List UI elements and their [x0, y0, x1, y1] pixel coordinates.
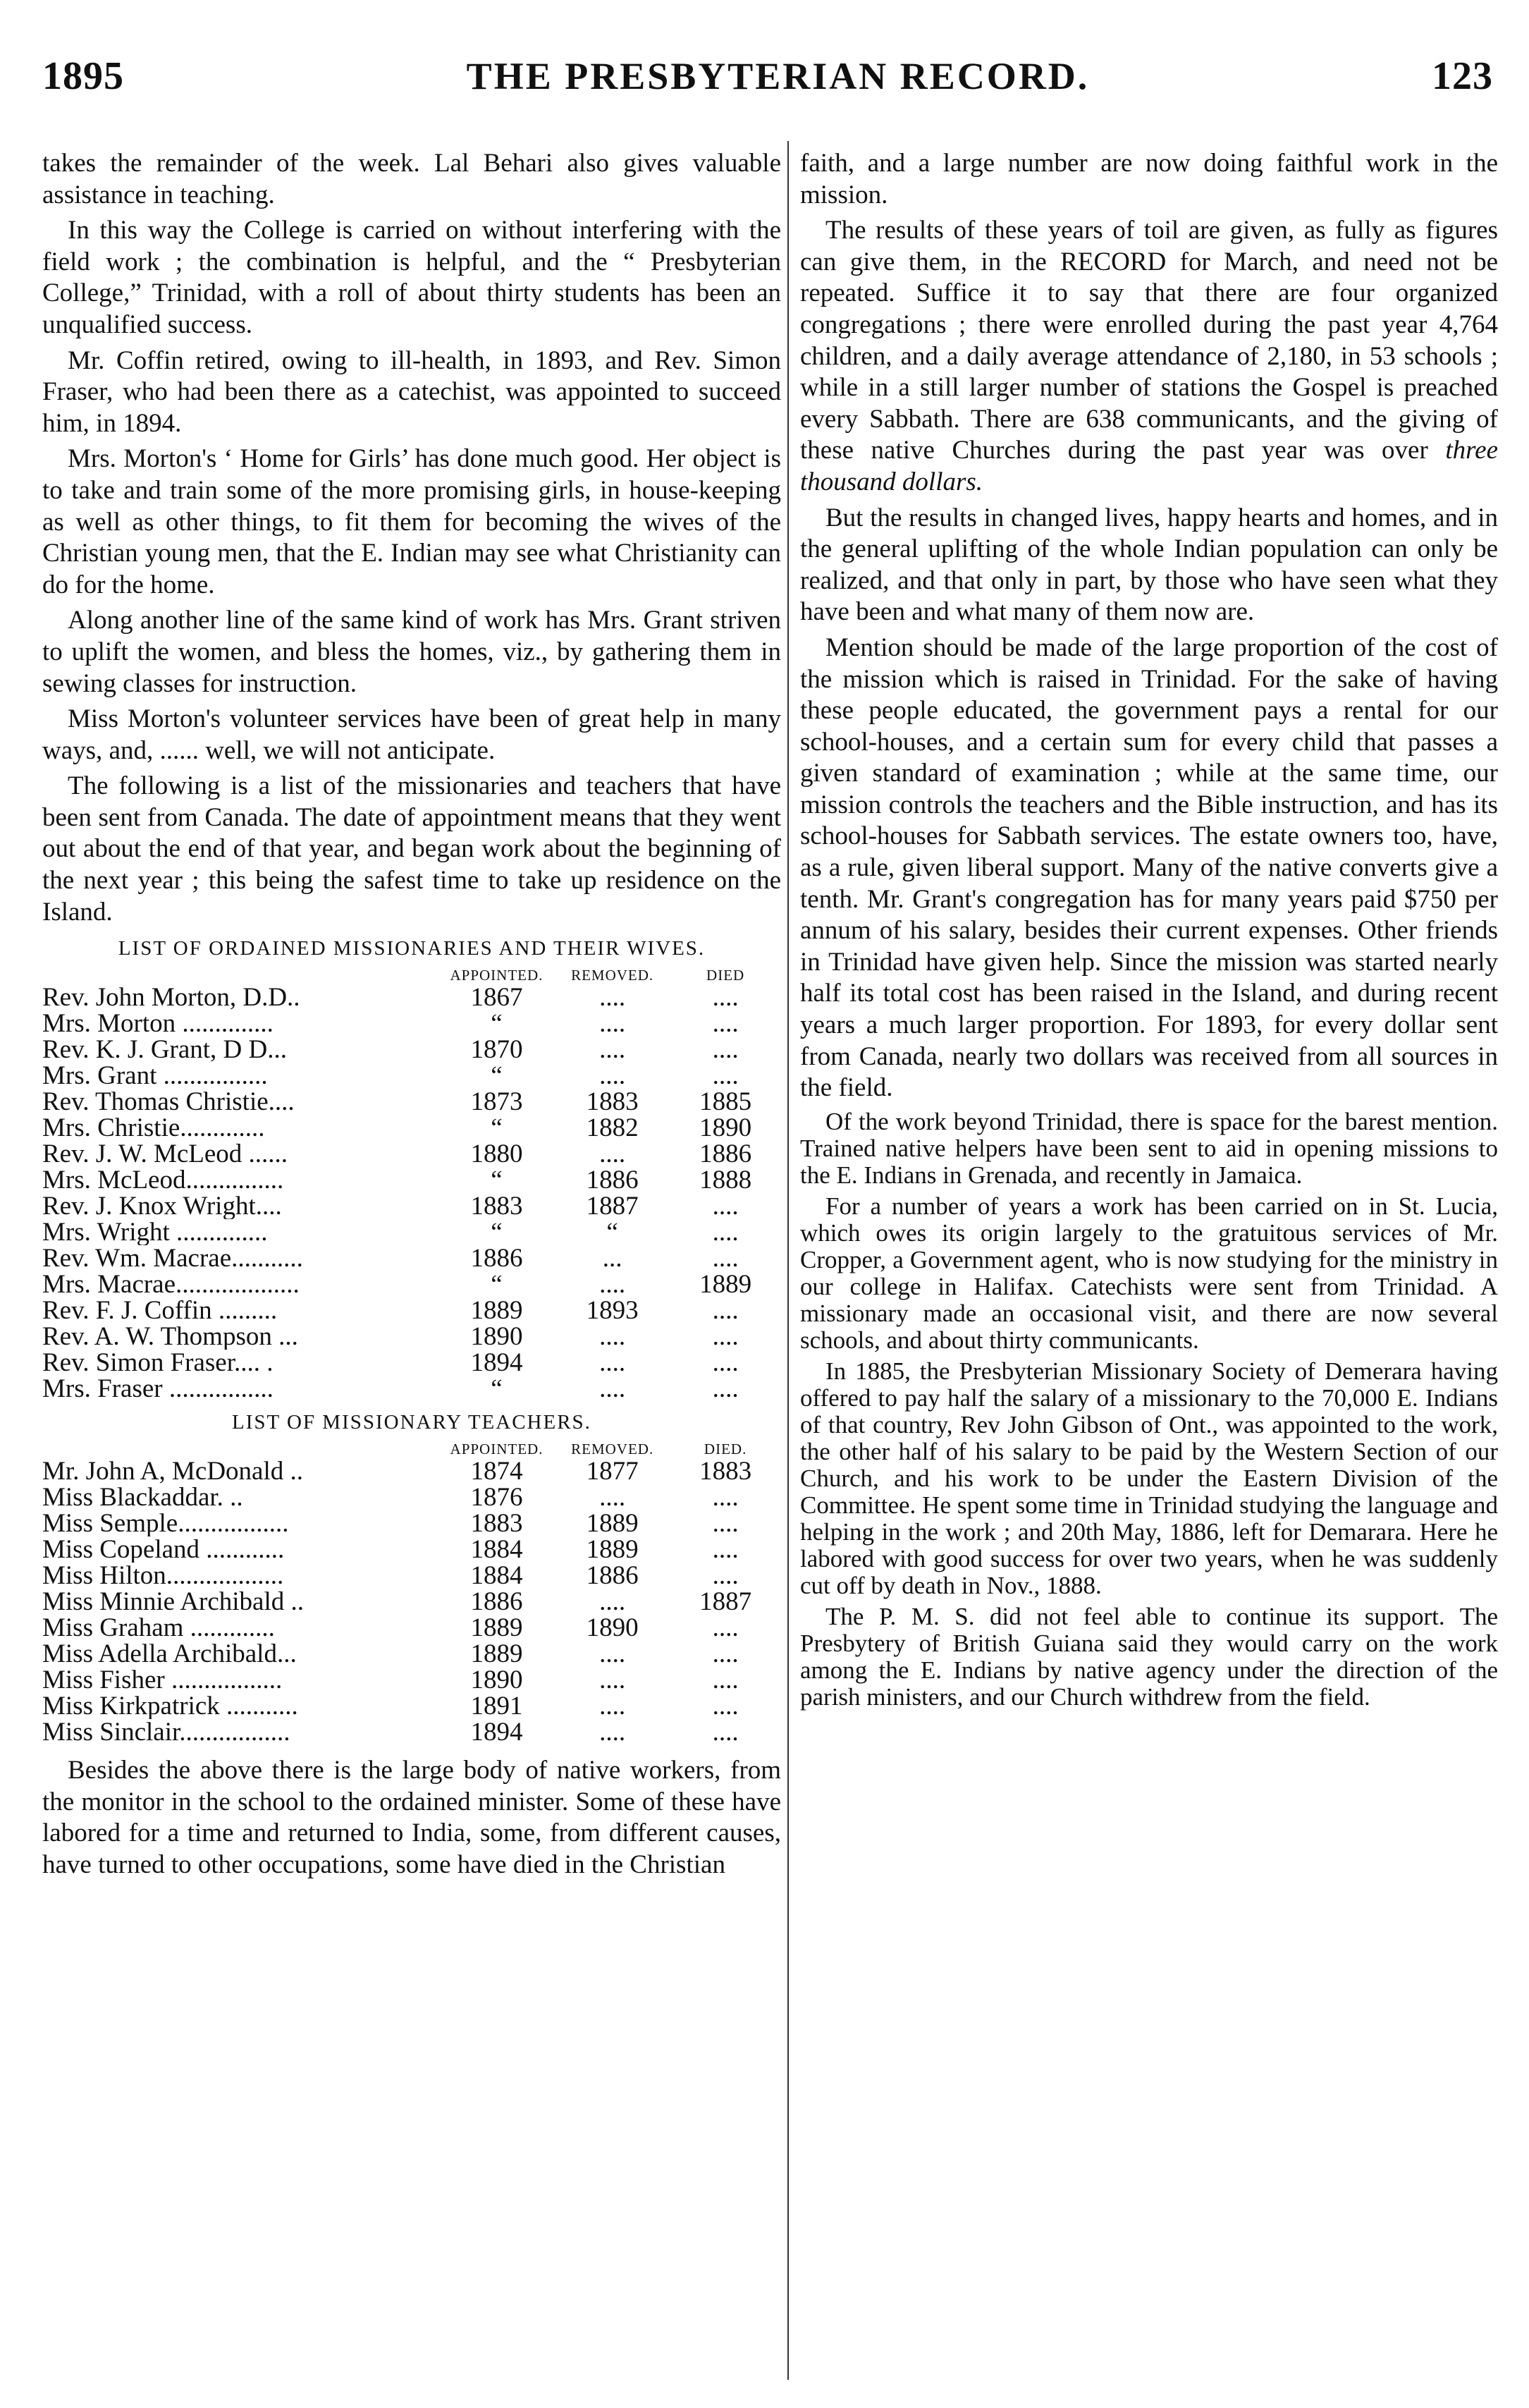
- name-cell: Mrs. McLeod...............: [42, 1167, 284, 1194]
- name-cell: Miss Minnie Archibald ..: [42, 1589, 305, 1615]
- removed-cell: ....: [599, 1035, 626, 1065]
- died-cell: ....: [712, 1009, 739, 1039]
- name-cell: Mrs. Macrae...................: [42, 1271, 300, 1298]
- died-cell: ....: [712, 1613, 739, 1643]
- appointed-cell: 1890: [470, 1666, 523, 1695]
- header-page-number: 123: [1431, 54, 1493, 98]
- paragraph: faith, and a large number are now doing faithful work in the mission.: [800, 149, 1498, 209]
- left-column: [42, 148, 781, 1886]
- table-row: [42, 1484, 781, 1510]
- name-cell: Rev. Simon Fraser.... .: [42, 1350, 274, 1376]
- removed-cell: ....: [599, 1692, 626, 1721]
- died-cell: 1888: [699, 1166, 752, 1195]
- removed-cell: ....: [599, 1587, 626, 1617]
- appointed-cell: 1886: [470, 1587, 523, 1617]
- name-cell: Miss Blackaddar. ..: [42, 1484, 243, 1511]
- paragraph: Mr. Coffin retired, owing to ill-health, in 1893, and Rev. Simon Fraser, who had been there as a catechist, was appointed to succeed him, in 1894.: [42, 346, 781, 438]
- appointed-cell: “: [491, 1270, 503, 1300]
- appointed-cell: 1894: [470, 1348, 523, 1378]
- table-row: [42, 1193, 781, 1219]
- table-row: [42, 1167, 781, 1193]
- table-row: [42, 984, 781, 1010]
- name-cell: Miss Adella Archibald...: [42, 1641, 297, 1668]
- removed-cell: 1886: [586, 1166, 639, 1195]
- column-divider: [787, 141, 789, 2380]
- died-cell: ....: [712, 1483, 739, 1512]
- removed-cell: 1882: [586, 1113, 639, 1143]
- name-cell: Miss Semple.................: [42, 1510, 289, 1537]
- paragraph: Along another line of the same kind of work has Mrs. Grant striven to uplift the women, and bless the homes, viz., by gathering them in sewing classes for instruction.: [42, 606, 781, 698]
- died-cell: 1890: [699, 1113, 752, 1143]
- name-cell: Rev. Thomas Christie....: [42, 1089, 295, 1116]
- removed-cell: ....: [599, 1270, 626, 1300]
- name-cell: Miss Fisher .................: [42, 1667, 283, 1694]
- name-cell: Rev. John Morton, D.D..: [42, 984, 300, 1011]
- table-row: [42, 1010, 781, 1037]
- name-cell: Mr. John A, McDonald ..: [42, 1458, 303, 1485]
- table-row: [42, 1089, 781, 1115]
- died-cell: 1886: [699, 1139, 752, 1169]
- removed-cell: 1893: [586, 1296, 639, 1326]
- table-row: [42, 1037, 781, 1063]
- died-cell: ....: [712, 1374, 739, 1404]
- appointed-cell: 1890: [470, 1322, 523, 1352]
- appointed-cell: 1883: [470, 1509, 523, 1539]
- appointed-cell: 1894: [470, 1718, 523, 1747]
- name-cell: Miss Graham .............: [42, 1615, 275, 1642]
- removed-cell: ....: [599, 983, 626, 1013]
- appointed-cell: 1874: [470, 1457, 523, 1486]
- name-cell: Rev. Wm. Macrae...........: [42, 1245, 303, 1272]
- removed-cell: ....: [599, 1639, 626, 1669]
- column-header-blank: [42, 1440, 438, 1458]
- appointed-cell: 1884: [470, 1535, 523, 1565]
- died-cell: ....: [712, 1035, 739, 1065]
- appointed-cell: “: [491, 1374, 503, 1404]
- died-cell: ....: [712, 1218, 739, 1247]
- table-row: [42, 1667, 781, 1693]
- appointed-cell: “: [491, 1061, 503, 1091]
- name-cell: Mrs. Morton ..............: [42, 1010, 274, 1037]
- small-print-section: [800, 1108, 1498, 1711]
- appointed-cell: “: [491, 1113, 503, 1143]
- name-cell: Mrs. Grant ................: [42, 1063, 268, 1089]
- table-row: [42, 1297, 781, 1324]
- died-cell: ....: [712, 1296, 739, 1326]
- removed-cell: 1889: [586, 1509, 639, 1539]
- paragraph: Miss Morton's volunteer services have been of great help in many ways, and, ...... well, we will not anticipate.: [42, 704, 781, 765]
- column-header-removed: REMOVED.: [571, 1441, 654, 1458]
- paragraph: For a number of years a work has been carried on in St. Lucia, which owes its origin largely to the gratuitous services of Mr. Cropper, a Government agent, who is now studying for the ministry in our college in Halifax. Catechists were sent from Trinidad. A missionary made an occasional visit, and there are now several schools, and about thirty communicants.: [800, 1192, 1498, 1354]
- table-row: [42, 1141, 781, 1167]
- table-row: [42, 1536, 781, 1563]
- table-row: [42, 1693, 781, 1719]
- appointed-cell: 1889: [470, 1613, 523, 1643]
- name-cell: Miss Kirkpatrick ...........: [42, 1693, 298, 1720]
- table-row: [42, 1615, 781, 1641]
- paragraph: Of the work beyond Trinidad, there is space for the barest mention. Trained native helpers have been sent to aid in opening missions to the E. Indians in Grenada, and recently in Jamaica.: [800, 1107, 1498, 1189]
- appointed-cell: 1889: [470, 1639, 523, 1669]
- removed-cell: ....: [599, 1718, 626, 1747]
- appointed-cell: 1884: [470, 1561, 523, 1591]
- teacher-list-heading: LIST OF MISSIONARY TEACHERS.: [232, 1411, 591, 1434]
- appointed-cell: “: [491, 1218, 503, 1247]
- paragraph: The P. M. S. did not feel able to continue its support. The Presbytery of British Guiana said they would carry on the work among the E. Indians by native agency under the direction of the parish ministers, and our Church withdrew from the field.: [800, 1602, 1498, 1711]
- removed-cell: 1886: [586, 1561, 639, 1591]
- died-cell: ....: [712, 1692, 739, 1721]
- removed-cell: 1889: [586, 1535, 639, 1565]
- name-cell: Rev. J. W. McLeod ......: [42, 1141, 288, 1168]
- right-column: [800, 148, 1498, 1715]
- paragraph: takes the remainder of the week. Lal Behari also gives valuable assistance in teaching.: [42, 149, 781, 209]
- table-row: [42, 1641, 781, 1667]
- appointed-cell: 1886: [470, 1244, 523, 1273]
- name-cell: Mrs. Christie.............: [42, 1115, 265, 1142]
- died-cell: ....: [712, 1561, 739, 1591]
- appointed-cell: 1876: [470, 1483, 523, 1512]
- died-cell: ....: [712, 1718, 739, 1747]
- removed-cell: 1887: [586, 1192, 639, 1221]
- died-cell: ....: [712, 1192, 739, 1221]
- column-header-died: DIED: [706, 967, 745, 984]
- removed-cell: ....: [599, 1666, 626, 1695]
- ordained-missionaries-table: [42, 966, 781, 1402]
- table-row: [42, 1245, 781, 1271]
- appointed-cell: 1867: [470, 983, 523, 1013]
- header-year: 1895: [42, 54, 124, 98]
- column-header-appointed: APPOINTED.: [450, 1441, 544, 1458]
- died-cell: ....: [712, 1244, 739, 1273]
- table-row: [42, 1563, 781, 1589]
- removed-cell: 1877: [586, 1457, 639, 1486]
- died-cell: ....: [712, 1061, 739, 1091]
- paragraph: Mention should be made of the large proportion of the cost of the mission which is raised in Trinidad. For the sake of having these people educated, the government pays a rental for our school-houses, and a certain sum for every child that passes a given standard of examination ; while at the same time, our mission controls the teachers and the Bible instruction, and has its school-houses for Sabbath services. The estate owners too, have, as a rule, given liberal support. Many of the native converts give a tenth. Mr. Grant's congregation has for many years paid $750 per annum of his salary, besides their current expenses. Other friends in Trinidad have given help. Since the mission was started nearly half its total cost has been raised in the Island, and during recent years a much larger proportion. For 1893, for every dollar sent from Canada, nearly two dollars was received from all sources in the field.: [800, 632, 1498, 1103]
- died-cell: ....: [712, 1348, 739, 1378]
- died-cell: ....: [712, 1509, 739, 1539]
- table-row: [42, 1324, 781, 1350]
- paragraph: In this way the College is carried on without interfering with the field work ; the combination is helpful, and the “ Presbyterian College,” Trinidad, with a roll of about thirty students has been an unqualified success.: [42, 216, 781, 339]
- column-header-removed: REMOVED.: [571, 967, 654, 984]
- removed-cell: ....: [599, 1322, 626, 1352]
- appointed-cell: 1883: [470, 1192, 523, 1221]
- name-cell: Rev. K. J. Grant, D D...: [42, 1037, 288, 1063]
- table-row: [42, 1589, 781, 1615]
- removed-cell: ....: [599, 1483, 626, 1512]
- table-row: [42, 1115, 781, 1141]
- paragraph: But the results in changed lives, happy hearts and homes, and in the general uplifting of the whole Indian population can only be realized, and that only in part, by those who have seen what they have been and what many of them now are.: [800, 503, 1498, 627]
- removed-cell: ....: [599, 1374, 626, 1404]
- removed-cell: “: [606, 1218, 618, 1247]
- died-cell: ....: [712, 1666, 739, 1695]
- name-cell: Miss Copeland ............: [42, 1536, 285, 1563]
- column-header-appointed: APPOINTED.: [450, 967, 544, 984]
- removed-cell: ....: [599, 1348, 626, 1378]
- name-cell: Rev. A. W. Thompson ...: [42, 1324, 298, 1350]
- died-cell: 1887: [699, 1587, 752, 1617]
- died-cell: ....: [712, 983, 739, 1013]
- header-title: THE PRESBYTERIAN RECORD.: [466, 55, 1090, 97]
- page-header: [42, 48, 1493, 104]
- name-cell: Miss Sinclair.................: [42, 1719, 290, 1746]
- removed-cell: ....: [599, 1009, 626, 1039]
- table-row: [42, 1063, 781, 1089]
- died-cell: ....: [712, 1322, 739, 1352]
- paragraph: [800, 215, 1498, 498]
- appointed-cell: “: [491, 1009, 503, 1039]
- removed-cell: ....: [599, 1139, 626, 1169]
- name-cell: Rev. J. Knox Wright....: [42, 1193, 282, 1220]
- appointed-cell: “: [491, 1166, 503, 1195]
- table-row: [42, 1350, 781, 1376]
- appointed-cell: 1870: [470, 1035, 523, 1065]
- appointed-cell: 1891: [470, 1692, 523, 1721]
- name-cell: Mrs. Wright ..............: [42, 1219, 268, 1246]
- name-cell: Miss Hilton..................: [42, 1563, 284, 1589]
- paragraph: Mrs. Morton's ‘ Home for Girls’ has done much good. Her object is to take and train some of the more promising girls, in house-keeping as well as other things, to fit them for becoming the wives of the Christian young men, that the E. Indian may see what Christianity can do for the home.: [42, 444, 781, 599]
- name-cell: Rev. F. J. Coffin .........: [42, 1297, 278, 1324]
- table-row: [42, 1376, 781, 1402]
- table-row: [42, 1219, 781, 1245]
- name-cell: Mrs. Fraser ................: [42, 1376, 274, 1402]
- appointed-cell: 1880: [470, 1139, 523, 1169]
- paragraph: Besides the above there is the large body of native workers, from the monitor in the school to the ordained minister. Some of these have labored for a time and returned to India, some, from different causes, have turned to other occupations, some have died in the Christian: [42, 1756, 781, 1880]
- paragraph: In 1885, the Presbyterian Missionary Society of Demerara having offered to pay half the salary of a missionary to the 70,000 E. Indians of that country, Rev John Gibson of Ont., was appointed to the work, the other half of his salary to be paid by the Western Section of our Church, and his work to be under the Eastern Division of the Committee. He spent some time in Trinidad studying the language and helping in the work ; and 20th May, 1886, left for Demarara. Here he labored with good success for over two years, when he was suddenly cut off by death in Nov., 1888.: [800, 1357, 1498, 1599]
- died-cell: 1885: [699, 1087, 752, 1117]
- table-row: [42, 1719, 781, 1745]
- column-header-blank: [42, 966, 438, 984]
- died-cell: ....: [712, 1639, 739, 1669]
- died-cell: 1889: [699, 1270, 752, 1300]
- column-header-died: DIED.: [704, 1441, 747, 1458]
- ordained-list-heading: LIST OF ORDAINED MISSIONARIES AND THEIR WIVES.: [118, 937, 706, 960]
- table-row: [42, 1458, 781, 1484]
- removed-cell: 1890: [586, 1613, 639, 1643]
- removed-cell: 1883: [586, 1087, 639, 1117]
- emphasis-text: three thousand dollars.: [800, 436, 1499, 496]
- paragraph-text: The results of these years of toil are given, as fully as figures can give them, in the RECORD for March, and need not be repeated. Suffice it to say that there are four organized congregations ; there were enrolled during the past year 4,764 children, and a daily average attendance of 2,180, in 53 schools ; while in a still larger number of stations the Gospel is preached every Sabbath. There are 638 communicants, and the giving of these native Churches during the past year was over: [800, 216, 1498, 465]
- died-cell: ....: [712, 1535, 739, 1565]
- appointed-cell: 1873: [470, 1087, 523, 1117]
- missionary-teachers-table: [42, 1440, 781, 1745]
- appointed-cell: 1889: [470, 1296, 523, 1326]
- table-row: [42, 1271, 781, 1297]
- died-cell: 1883: [699, 1457, 752, 1486]
- removed-cell: ...: [602, 1244, 622, 1273]
- paragraph: The following is a list of the missionaries and teachers that have been sent from Canada. The date of appointment means that they went out about the end of that year, and began work about the beginning of the next year ; this being the safest time to take up residence on the Island.: [42, 771, 781, 927]
- table-row: [42, 1510, 781, 1536]
- removed-cell: ....: [599, 1061, 626, 1091]
